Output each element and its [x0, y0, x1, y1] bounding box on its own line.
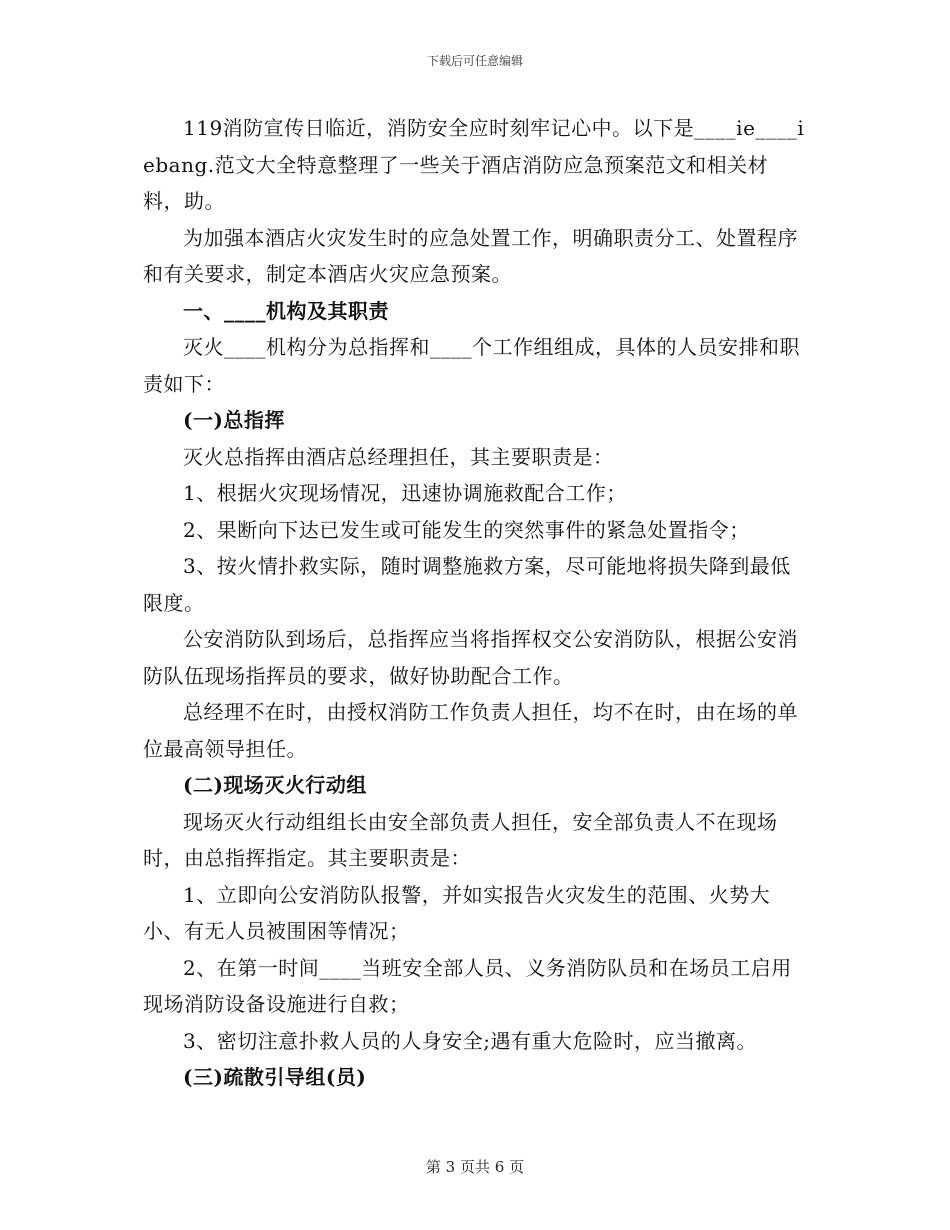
list-item: 3、密切注意扑救人员的人身安全;遇有重大危险时，应当撤离。 [183, 1028, 757, 1053]
page-footer: 第 3 页共 6 页 [425, 1158, 525, 1176]
document-body [143, 110, 808, 1096]
paragraph: 总经理不在时，由授权消防工作负责人担任，均不在时，由在场的单位最高领导担任。 [143, 700, 798, 761]
paragraph: 公安消防队到场后，总指挥应当将指挥权交公安消防队，根据公安消防队伍现场指挥员的要求，做好协助配合工作。 [143, 627, 798, 688]
page-header: 下载后可任意编辑 [426, 54, 523, 68]
subsection-heading: (一)总指挥 [183, 408, 285, 432]
subsection-heading: (三)疏散引导组(员) [183, 1065, 367, 1089]
paragraph: 119消防宣传日临近，消防安全应时刻牢记心中。以下是____ie____iebang.范文大全特意整理了一些关于酒店消防应急预案范文和相关材料，助。 [143, 116, 805, 213]
subsection-heading: (二)现场灭火行动组 [183, 773, 367, 797]
paragraph: 为加强本酒店火灾发生时的应急处置工作，明确职责分工、处置程序和有关要求，制定本酒店火灾应急预案。 [143, 225, 798, 286]
paragraph: 现场灭火行动组组长由安全部负责人担任，安全部负责人不在现场时，由总指挥指定。其主要职责是： [143, 809, 778, 870]
list-item: 3、按火情扑救实际，随时调整施救方案，尽可能地将损失降到最低限度。 [143, 554, 791, 615]
list-item: 2、果断向下达已发生或可能发生的突然事件的紧急处置指令； [183, 517, 750, 542]
section-heading: 一、____机构及其职责 [183, 298, 389, 323]
paragraph: 灭火总指挥由酒店总经理担任，其主要职责是： [183, 444, 614, 469]
list-item: 2、在第一时间____当班安全部人员、义务消防队员和在场员工启用现场消防设备设施进行自救； [143, 955, 792, 1016]
paragraph: 灭火____机构分为总指挥和____个工作组组成，具体的人员安排和职责如下： [143, 335, 800, 396]
list-item: 1、立即向公安消防队报警，并如实报告火灾发生的范围、火势大小、有无人员被围困等情况； [143, 882, 771, 943]
list-item: 1、根据火灾现场情况，迅速协调施救配合工作； [183, 481, 627, 505]
